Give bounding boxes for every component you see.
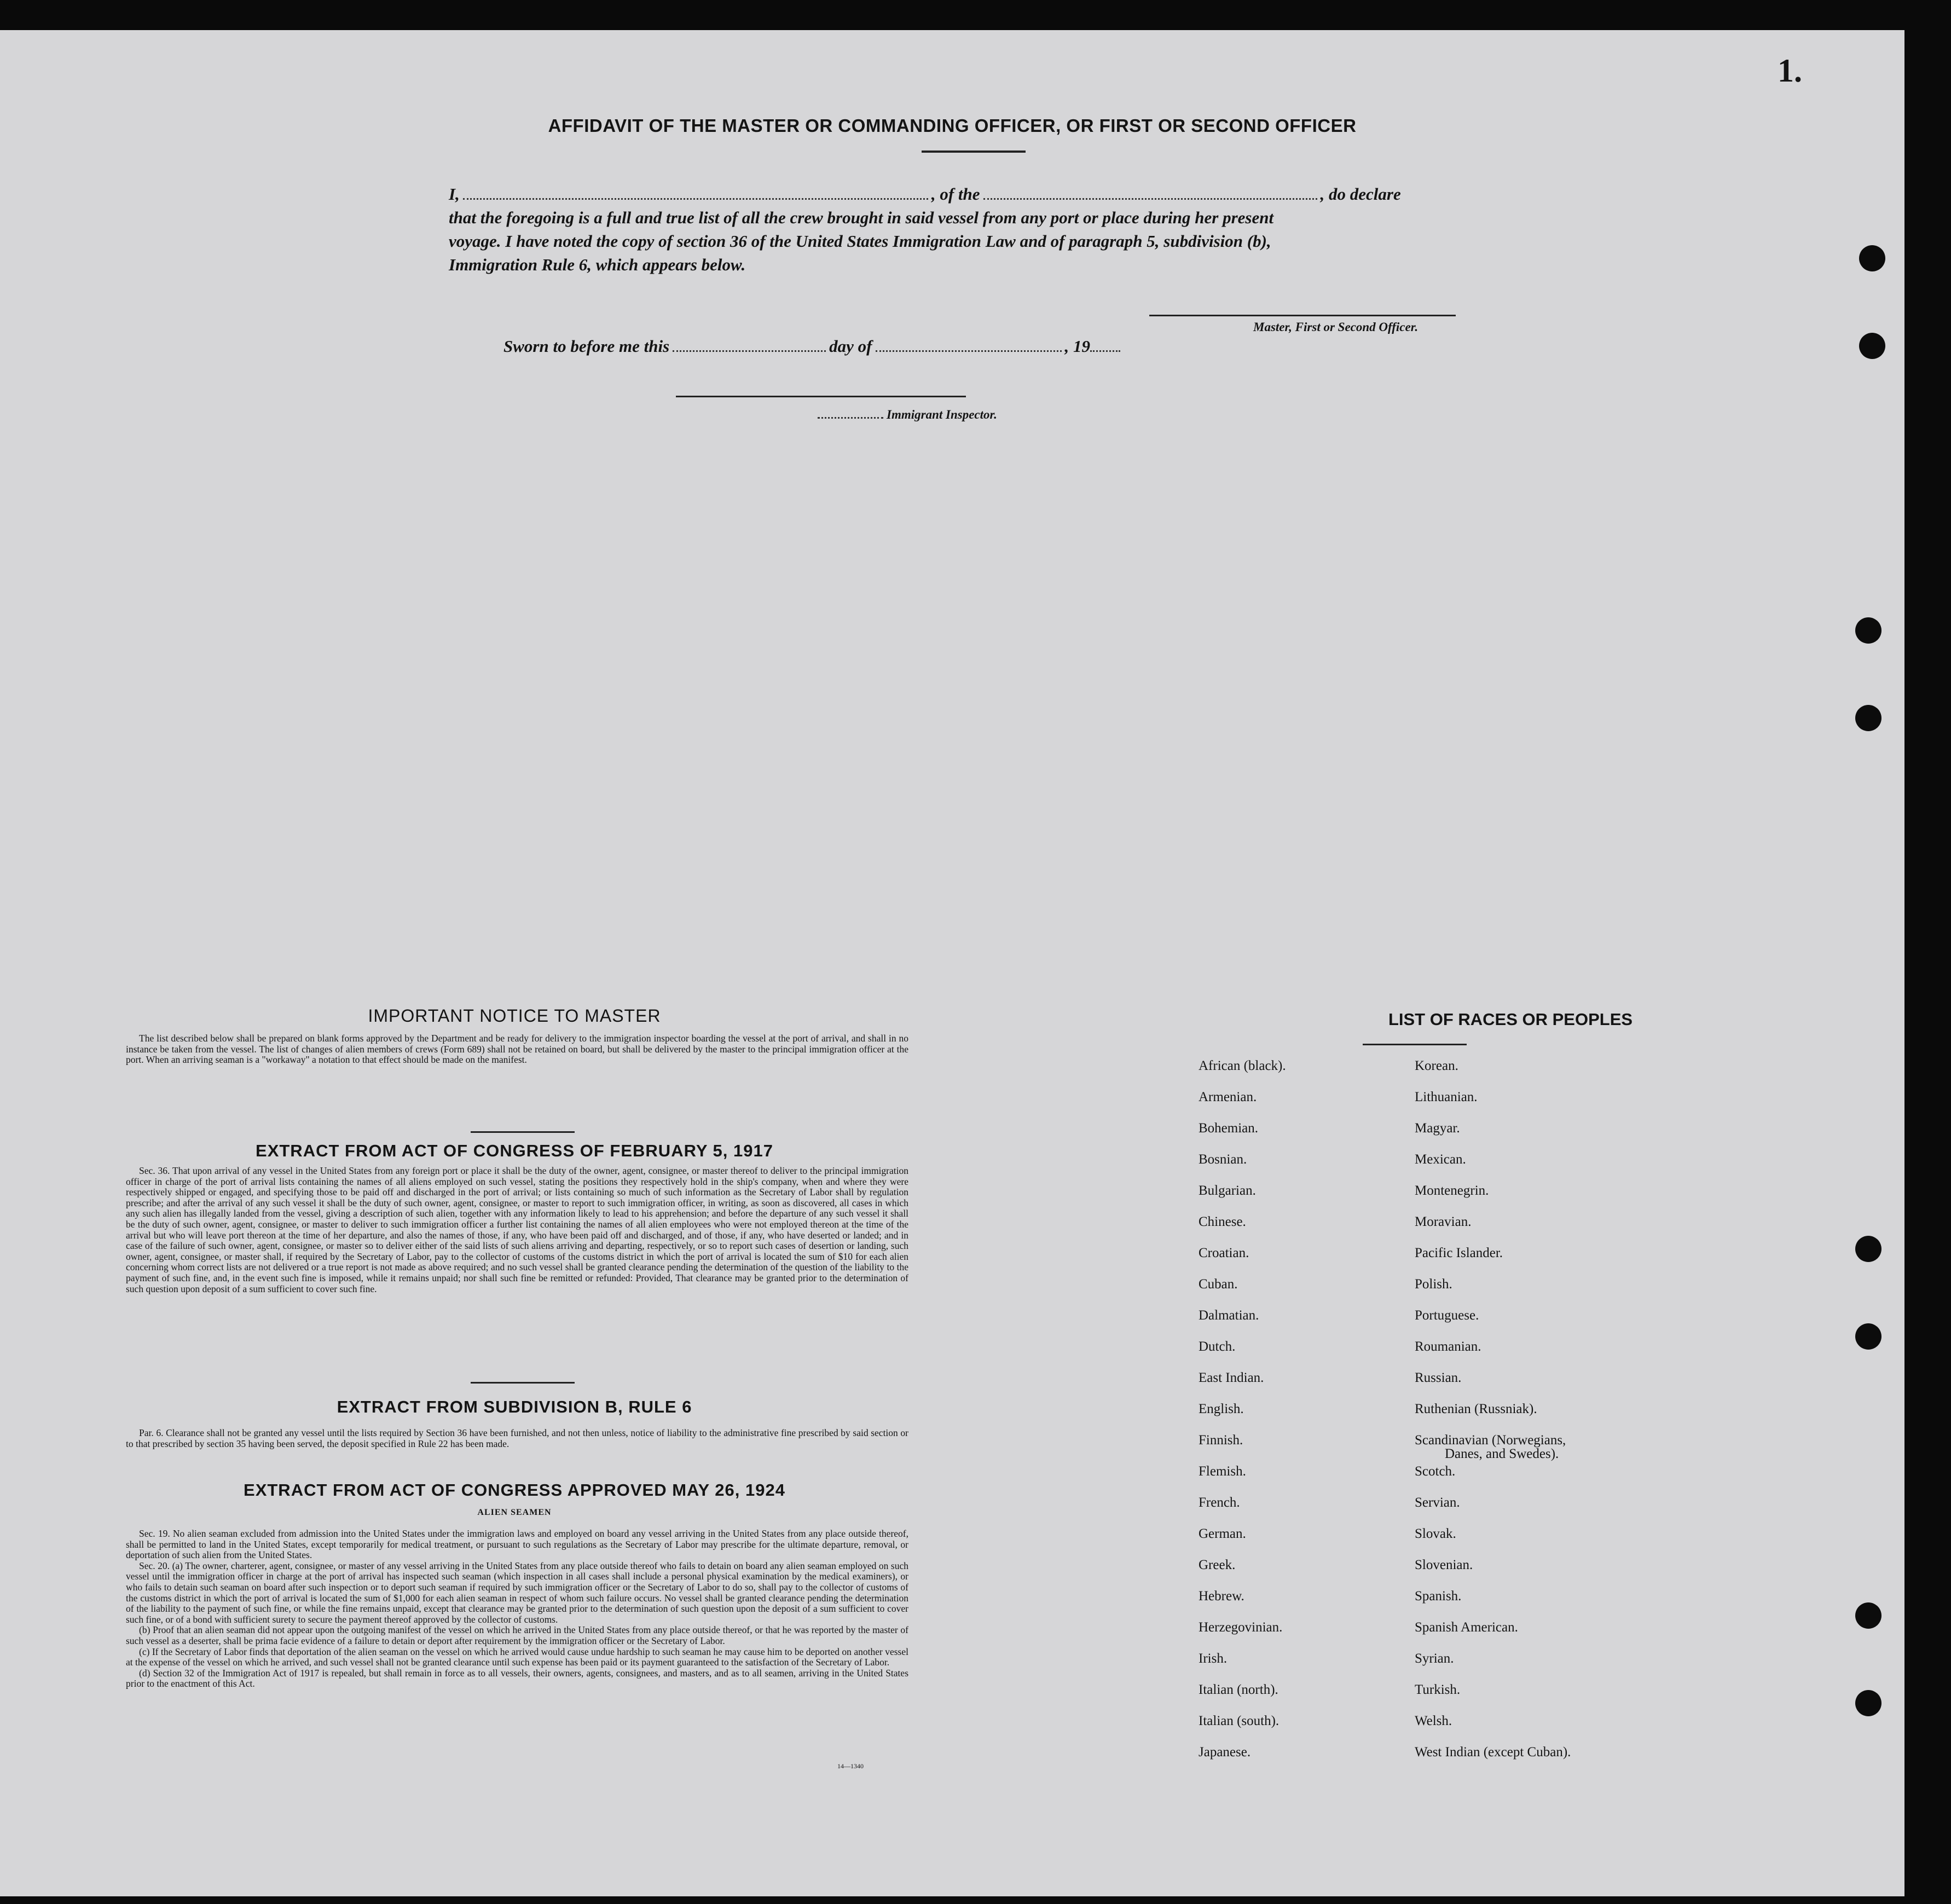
- race-item: Welsh.: [1415, 1714, 1452, 1728]
- master-signature-line: [1149, 315, 1456, 316]
- race-item: Finnish.: [1199, 1433, 1243, 1448]
- affidavit-line-1: [449, 184, 1401, 204]
- year-prefix: , 19: [1064, 337, 1090, 356]
- affidavit-i: I,: [449, 184, 460, 204]
- race-item: Lithuanian.: [1415, 1090, 1478, 1104]
- extract-1924-sec20b: (b) Proof that an alien seaman did not appear upon the outgoing manifest of the vessel on which he arrived in the United States from any place outside thereof, or that he was reported by the master of such vessel as a deserter, shall be prima facie evidence of a failure to detain or deport after requirement by the immigration officer or the Secretary of Labor.: [126, 1624, 908, 1646]
- race-item: Italian (north).: [1199, 1682, 1278, 1697]
- page-mark: 1.: [1778, 53, 1802, 89]
- race-item: Dalmatian.: [1199, 1308, 1259, 1323]
- race-item: Polish.: [1415, 1277, 1452, 1292]
- form-sheet: [0, 30, 1904, 1896]
- race-item: Bulgarian.: [1199, 1183, 1256, 1198]
- affidavit-title: AFFIDAVIT OF THE MASTER OR COMMANDING OFFICER, OR FIRST OR SECOND OFFICER: [548, 115, 1357, 136]
- month-blank: [876, 350, 1062, 352]
- race-item: Danes, and Swedes).: [1445, 1446, 1559, 1461]
- race-item: Moravian.: [1415, 1214, 1472, 1229]
- race-item: Korean.: [1415, 1058, 1458, 1073]
- race-item: Armenian.: [1199, 1090, 1257, 1104]
- vessel-blank: [983, 198, 1317, 200]
- punch-hole: [1855, 617, 1881, 644]
- extract-1924-title: EXTRACT FROM ACT OF CONGRESS APPROVED MAY 26, 1924: [244, 1480, 785, 1500]
- notice-body: The list described below shall be prepared on blank forms approved by the Department and be ready for delivery to the immigration inspector boarding the vessel at the port of arrival, and shall in no instance be taken from the vessel. The list of changes of alien members of crews (Form 689) shall not be retained on board, but shall be delivered by the master to the principal immigration officer at the port. When an arriving seaman is a "workaway" a notation to that effect should be made on the manifest.: [126, 1033, 908, 1066]
- races-rule: [1363, 1044, 1467, 1045]
- title-rule: [922, 151, 1026, 153]
- race-item: Scandinavian (Norwegians,: [1415, 1433, 1566, 1448]
- extract-1924-sec20a: Sec. 20. (a) The owner, charterer, agent, consignee, or master of any vessel arriving in the United States from any place outside thereof who fails to detain on board any alien seaman employed on such vessel until the immigration officer in charge at the port of arrival has inspected such seaman (which inspection in all cases shall include a personal physical examination by the medical examiners), or who fails to detain such seaman on board after such inspection or to deport such seaman if required by such immigration officer or the Secretary of Labor to do so, shall pay to the collector of customs of the customs district in which the port of arrival is located the sum of $1,000 for each alien seaman in respect of whom such failure occurs. No vessel shall be granted clearance pending the determination of the liability to the payment of such fine, or while the fine remains unpaid, except that clearance may be granted prior to the determination of such question upon the deposit of a sum sufficient to cover such fine, or of a bond with sufficient surety to secure the payment thereof approved by the collector of customs.: [126, 1560, 908, 1625]
- race-item: Hebrew.: [1199, 1589, 1244, 1604]
- extract-1924-subtitle: ALIEN SEAMEN: [477, 1508, 552, 1517]
- extract-rule6-body: Par. 6. Clearance shall not be granted any vessel until the lists required by Section 36 have been furnished, and not then unless, notice of liability to the administrative fine prescribed by said section or to that prescribed by section 35 having been served, the deposit specified in Rule 22 has been made.: [126, 1427, 908, 1449]
- affidavit-declare: , do declare: [1320, 184, 1401, 204]
- race-item: Cuban.: [1199, 1277, 1238, 1292]
- inspector-blank: [818, 417, 883, 419]
- race-item: Spanish American.: [1415, 1620, 1518, 1635]
- race-item: Slovenian.: [1415, 1558, 1473, 1572]
- race-item: Italian (south).: [1199, 1714, 1280, 1728]
- rule-2: [471, 1382, 575, 1384]
- punch-hole: [1855, 1690, 1881, 1716]
- extract-1924-block: [126, 1529, 908, 1689]
- extract-rule6-block: [126, 1428, 908, 1449]
- race-item: French.: [1199, 1495, 1240, 1510]
- race-item: Portuguese.: [1415, 1308, 1479, 1323]
- race-item: Croatian.: [1199, 1246, 1249, 1260]
- punch-hole: [1855, 705, 1881, 731]
- punch-hole: [1855, 1323, 1881, 1350]
- year-blank: [1090, 350, 1120, 352]
- punch-hole: [1855, 1236, 1881, 1262]
- race-item: Roumanian.: [1415, 1339, 1481, 1354]
- race-item: West Indian (except Cuban).: [1415, 1745, 1571, 1760]
- race-item: Scotch.: [1415, 1464, 1456, 1479]
- race-item: Servian.: [1415, 1495, 1460, 1510]
- extract-1917-title: EXTRACT FROM ACT OF CONGRESS OF FEBRUARY 5, 1917: [256, 1141, 773, 1160]
- inspector-label: Immigrant Inspector.: [887, 408, 997, 421]
- race-item: Slovak.: [1415, 1526, 1456, 1541]
- punch-hole: [1855, 1602, 1881, 1629]
- race-item: Syrian.: [1415, 1651, 1454, 1666]
- race-item: Flemish.: [1199, 1464, 1246, 1479]
- inspector-signature-line: [676, 396, 966, 397]
- extract-1924-sec19: Sec. 19. No alien seaman excluded from admission into the United States under the immigration laws and employed on board any vessel arriving in the United States from any place outside thereof, shall be permitted to land in the United States, except temporarily for medical treatment, or pursuant to such regulations as the Secretary of Labor may prescribe for the ultimate departure, removal, or deportation of such alien from the United States.: [126, 1528, 908, 1561]
- affidavit-line-2: that the foregoing is a full and true list of all the crew brought in said vessel from any port or place during her present: [449, 208, 1274, 227]
- form-number: 14—1340: [837, 1762, 864, 1770]
- extract-1924-sec20d: (d) Section 32 of the Immigration Act of 1917 is repealed, but shall remain in force as to all vessels, their owners, agents, consignees, and masters, and as to all seamen, arriving in the United States prior to the enactment of this Act.: [126, 1667, 908, 1689]
- affidavit-line-4: Immigration Rule 6, which appears below.: [449, 255, 746, 274]
- master-signature-label: Master, First or Second Officer.: [1253, 320, 1419, 334]
- race-item: Mexican.: [1415, 1152, 1466, 1167]
- day-of: day of: [829, 337, 872, 356]
- race-item: Russian.: [1415, 1370, 1462, 1385]
- race-item: Bosnian.: [1199, 1152, 1247, 1167]
- race-item: German.: [1199, 1526, 1246, 1541]
- sworn-line: [503, 337, 1124, 356]
- extract-1917-body: Sec. 36. That upon arrival of any vessel in the United States from any foreign port or place it shall be the duty of the owner, agent, consignee, or master thereof to deliver to the principal immigration officer in charge of the port of arrival lists containing the names of all aliens employed on such vessel, stating the positions they respectively hold in the ship's company, when and where they were respectively shipped or engaged, and specifying those to be paid off and discharged in the port of arrival; or lists containing so much of such information as the Secretary of Labor shall by regulation prescribe; and after the arrival of any such vessel it shall be the duty of such owner, agent, consignee, or master to report to such immigration officer, in writing, as soon as discovered, all cases in which any such alien has illegally landed from the vessel, giving a description of such alien, together with any information likely to lead to his apprehension; and before the departure of any such vessel it shall be the duty of such owner, agent, consignee, or master to deliver to such immigration officer a further list containing the names of all alien employees who were not employed thereon at the time of the arrival but who will leave port thereon at the time of her departure, and also the names of those, if any, who have been paid off and discharged, and of those, if any, who have deserted or landed; and in case of the failure of such owner, agent, consignee, or master so to deliver either of the said lists of such aliens arriving and departing, respectively, or so to report such cases of desertion or landing, such owner, agent, consignee, or master shall, if required by the Secretary of Labor, pay to the collector of customs of the customs district in which the port of arrival is located the sum of $10 for each alien concerning whom correct lists are not delivered or a true report is not made as above required; and no such vessel shall be granted clearance pending the determination of the question of the liability to the payment of such fine, and, in the event such fine is imposed, while it remains unpaid; nor shall such fine be remitted or refunded: Provided, That clearance may be granted prior to the determination of such question upon deposit of a sum sufficient to cover such fine.: [126, 1165, 908, 1294]
- notice-body-block: [126, 1033, 908, 1066]
- race-item: Spanish.: [1415, 1589, 1462, 1604]
- punch-hole: [1859, 245, 1885, 271]
- race-item: Pacific Islander.: [1415, 1246, 1503, 1260]
- race-item: African (black).: [1199, 1058, 1286, 1073]
- name-blank: [463, 198, 928, 200]
- race-item: East Indian.: [1199, 1370, 1264, 1385]
- affidavit-of-the: , of the: [931, 184, 980, 204]
- race-item: Turkish.: [1415, 1682, 1461, 1697]
- race-item: Ruthenian (Russniak).: [1415, 1402, 1537, 1416]
- rule-1: [471, 1131, 575, 1133]
- day-blank: [673, 350, 826, 352]
- race-item: Bohemian.: [1199, 1121, 1259, 1136]
- race-item: Montenegrin.: [1415, 1183, 1489, 1198]
- race-item: Herzegovinian.: [1199, 1620, 1283, 1635]
- extract-1924-sec20c: (c) If the Secretary of Labor finds that deportation of the alien seaman on the vessel on which he arrived would cause undue hardship to such seaman he may cause him to be deported on another vessel at the expense of the vessel on which he arrived, and such vessel shall not be granted clearance until such expense has been paid or its payment guaranteed to the satisfaction of the Secretary of Labor.: [126, 1646, 908, 1668]
- extract-1917-block: [126, 1166, 908, 1294]
- inspector-line: [814, 408, 997, 422]
- race-item: Magyar.: [1415, 1121, 1460, 1136]
- race-item: Japanese.: [1199, 1745, 1251, 1760]
- affidavit-line-3: voyage. I have noted the copy of section 36 of the United States Immigration Law and of paragraph 5, subdivision (b),: [449, 232, 1271, 251]
- race-item: Irish.: [1199, 1651, 1228, 1666]
- race-item: Chinese.: [1199, 1214, 1246, 1229]
- races-title: LIST OF RACES OR PEOPLES: [1388, 1010, 1633, 1029]
- race-item: Dutch.: [1199, 1339, 1236, 1354]
- extract-rule6-title: EXTRACT FROM SUBDIVISION B, RULE 6: [337, 1397, 692, 1416]
- punch-hole: [1859, 333, 1885, 359]
- race-item: English.: [1199, 1402, 1244, 1416]
- sworn-text: Sworn to before me this: [503, 337, 670, 356]
- race-item: Greek.: [1199, 1558, 1236, 1572]
- notice-title: IMPORTANT NOTICE TO MASTER: [368, 1006, 661, 1026]
